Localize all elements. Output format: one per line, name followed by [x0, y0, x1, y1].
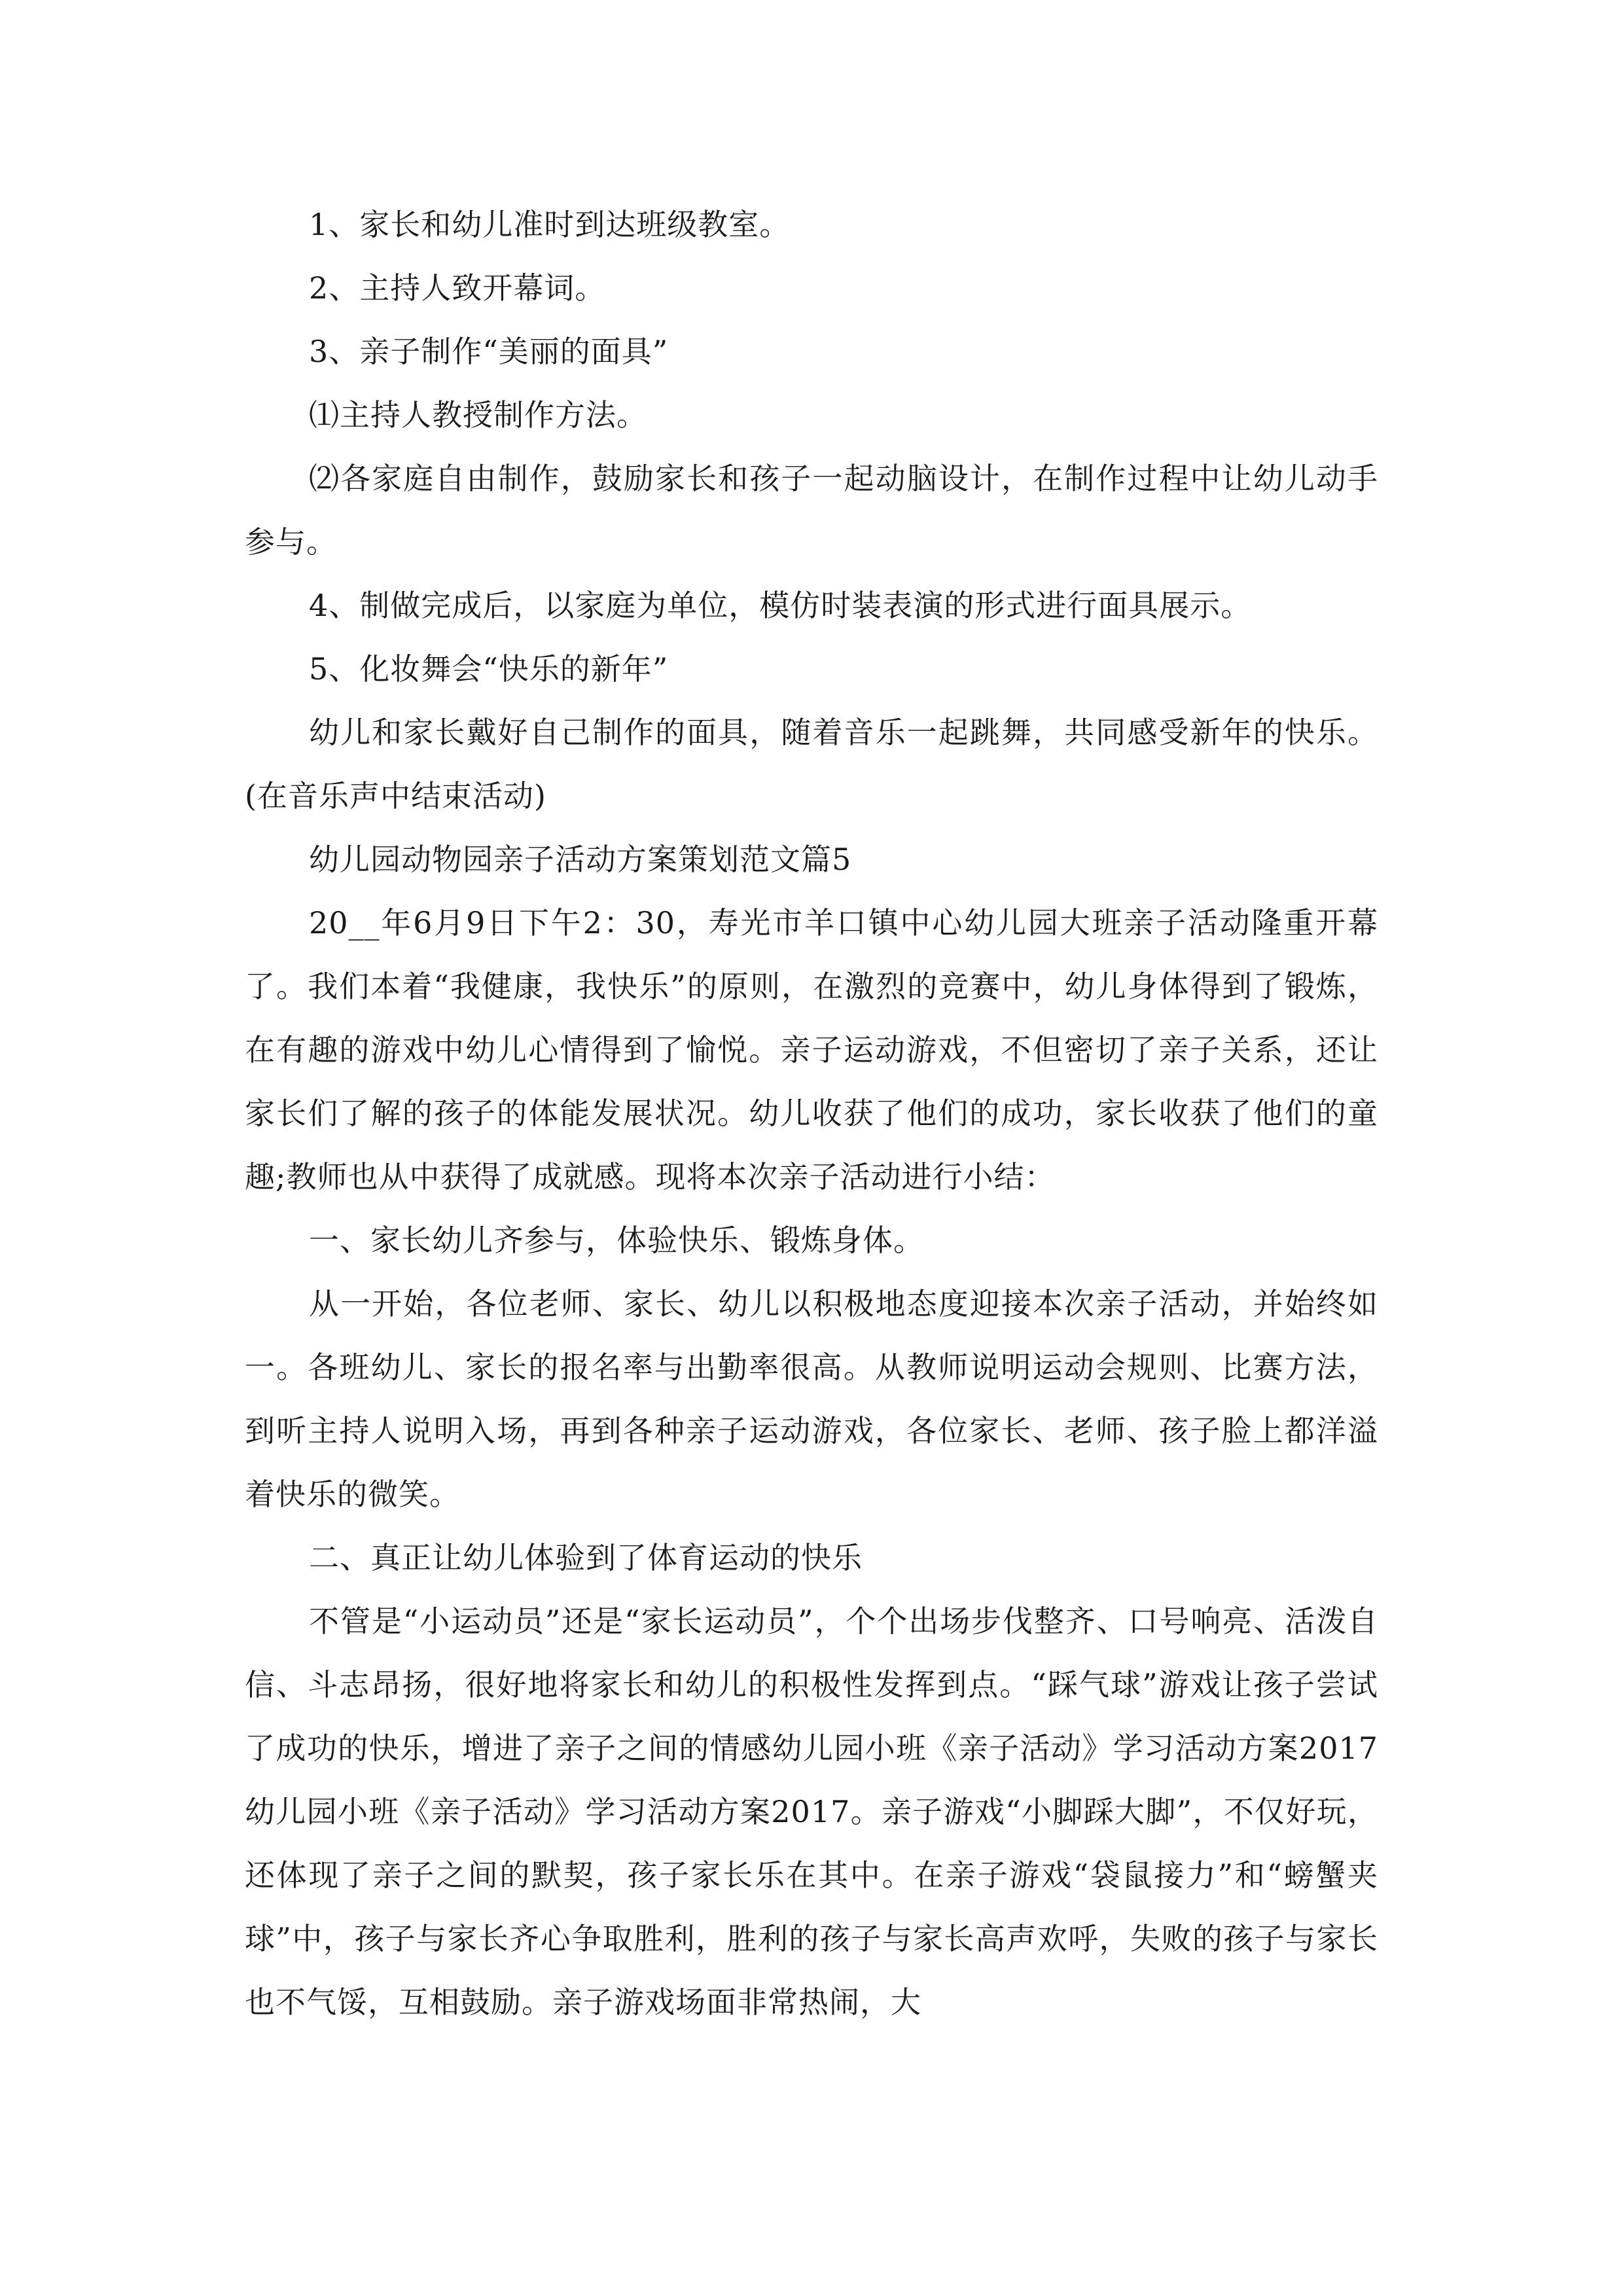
paragraph-sports-joy: 不管是“小运动员”还是“家长运动员”，个个出场步伐整齐、口号响亮、活泼自信、斗志昂扬，很好地将家长和幼儿的积极性发挥到点。“踩气球”游戏让孩子尝试了成功的快乐，增进了亲子之间的情感幼儿园小班《亲子活动》学习活动方案2017幼儿园小班《亲子活动》学习活动方案2017。亲子游戏“小脚踩大脚”，不仅好玩，还体现了亲子之间的默契，孩子家长乐在其中。在亲子游戏“袋鼠接力”和“螃蟹夹球”中，孩子与家长齐心争取胜利，胜利的孩子与家长高声欢呼，失败的孩子与家长也不气馁，互相鼓励。亲子游戏场面非常热闹，大 [245, 1604, 1378, 2020]
paragraph-summary-intro: 20__年6月9日下午2：30，寿光市羊口镇中心幼儿园大班亲子活动隆重开幕了。我们本着“我健康，我快乐”的原则，在激烈的竞赛中，幼儿身体得到了锻炼，在有趣的游戏中幼儿心情得到了愉悦。亲子运动游戏，不但密切了亲子关系，还让家长们了解的孩子的体能发展状况。幼儿收获了他们的成功，家长收获了他们的童趣;教师也从中获得了成就感。现将本次亲子活动进行小结： [245, 905, 1378, 1194]
paragraph-substep-2: ⑵各家庭自由制作，鼓励家长和孩子一起动脑设计，在制作过程中让幼儿动手参与。 [245, 461, 1378, 560]
paragraph-participation: 从一开始，各位老师、家长、幼儿以积极地态度迎接本次亲子活动，并始终如一。各班幼儿、家长的报名率与出勤率很高。从教师说明运动会规则、比赛方法，到听主持人说明入场，再到各种亲子运动游戏，各位家长、老师、孩子脸上都洋溢着快乐的微笑。 [245, 1286, 1378, 1512]
subheading-one: 一、家长幼儿齐参与，体验快乐、锻炼身体。 [309, 1223, 924, 1258]
paragraph-step-4: 4、制做完成后，以家庭为单位，模仿时装表演的形式进行面具展示。 [309, 588, 1252, 623]
section-heading: 幼儿园动物园亲子活动方案策划范文篇5 [309, 842, 852, 877]
subheading-two: 二、真正让幼儿体验到了体育运动的快乐 [309, 1540, 863, 1575]
paragraph-step-3: 3、亲子制作“美丽的面具” [309, 334, 669, 369]
paragraph-dance-description: 幼儿和家长戴好自己制作的面具，随着音乐一起跳舞，共同感受新年的快乐。(在音乐声中结束活动) [245, 715, 1378, 814]
paragraph-step-2: 2、主持人致开幕词。 [309, 270, 606, 306]
paragraph-substep-1: ⑴主持人教授制作方法。 [309, 397, 647, 433]
document-body [245, 193, 1378, 2034]
paragraph-step-5: 5、化妆舞会“快乐的新年” [309, 651, 669, 687]
paragraph-step-1: 1、家长和幼儿准时到达班级教室。 [309, 207, 791, 242]
